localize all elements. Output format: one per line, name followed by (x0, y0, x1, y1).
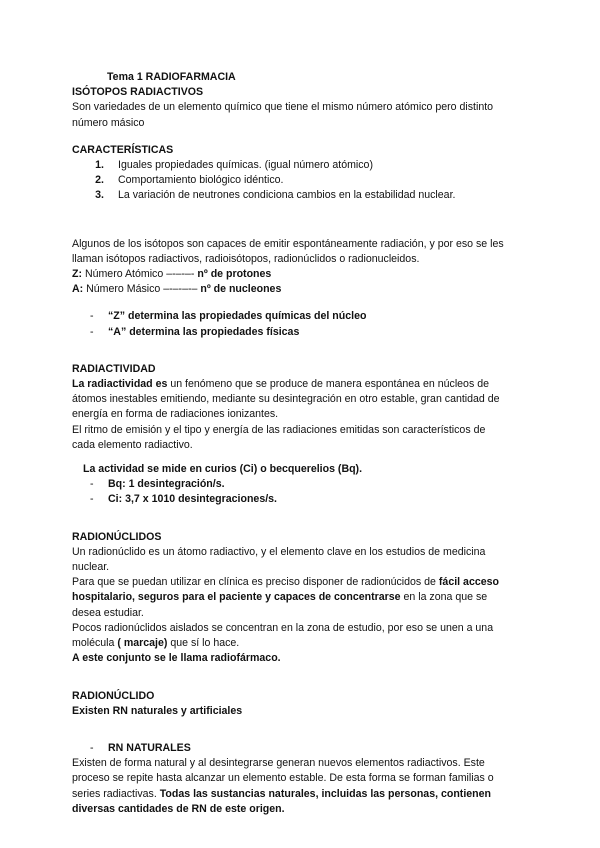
paragraph-line (72, 636, 534, 651)
list-item: - “Z” determina las propiedades químicas del núcleo (90, 310, 367, 323)
rn-list (72, 741, 534, 756)
characteristics-list (72, 158, 534, 204)
list-number: 3. (95, 189, 104, 202)
definition-value: nº de nucleones (200, 283, 282, 296)
paragraph-line: número másico (72, 116, 145, 129)
bold-term: Todas las sustancias naturales, incluidas las personas, contienen (159, 787, 492, 800)
list-item: - “A” determina las propiedades físicas (90, 325, 300, 338)
list-number: 2. (95, 174, 104, 187)
section-heading-caracteristicas: CARACTERÍSTICAS (72, 143, 174, 156)
list-text: Iguales propiedades químicas. (igual número atómico) (118, 159, 373, 172)
document-page (72, 70, 534, 817)
list-text: Comportamiento biológico idéntico. (118, 174, 284, 187)
text-run: Para que se puedan utilizar en clínica es preciso disponer de radionúcidos de (72, 576, 439, 589)
paragraph-line (72, 575, 534, 590)
paragraph-line: átomos inestables emitiendo, mediante su desintegración en otro estable, gran cantidad de (72, 393, 500, 406)
definition-z (72, 267, 534, 282)
paragraph-line (72, 377, 534, 392)
definition-text: Número Atómico –-–-–- (82, 268, 198, 281)
activity-measure-line: La actividad se mide en curios (Ci) o becquerelios (Bq). (83, 463, 363, 476)
definition-a (72, 282, 534, 297)
paragraph-line: Existen de forma natural y al desintegrarse generan nuevos elementos radiactivos. Este (72, 757, 485, 770)
paragraph-line: Pocos radionúclidos aislados se concentran en la zona de estudio, por eso se unen a una (72, 621, 494, 634)
list-text: Bq: 1 desintegración/s. (108, 478, 225, 491)
paragraph-line: Un radionúclido es un átomo radiactivo, y el elemento clave en los estudios de medicina (72, 545, 486, 558)
list-text: Ci: 3,7 x 1010 desintegraciones/s. (108, 493, 277, 506)
bold-term: La radiactividad es (72, 378, 168, 391)
paragraph-line: El ritmo de emisión y el tipo y energía de las radiaciones emitidas son característicos de (72, 423, 486, 436)
definition-label: Z: (72, 268, 82, 281)
list-item (90, 188, 534, 203)
section-heading-radiactividad: RADIACTIVIDAD (72, 362, 156, 375)
list-item: - Ci: 3,7 x 1010 desintegraciones/s. (90, 493, 277, 506)
paragraph-line: Algunos de los isótopos son capaces de emitir espontáneamente radiación, y por eso se les (72, 237, 504, 250)
text-run: molécula (72, 637, 118, 650)
paragraph-line: llaman isótopos radiactivos, radioisótopos, radionúclidos o radionucleidos. (72, 252, 420, 265)
bold-term: hospitalario, seguros para el paciente y capaces de concentrarse (72, 591, 401, 604)
list-number: 1. (95, 159, 104, 172)
paragraph-line: nuclear. (72, 561, 110, 574)
units-list (72, 477, 534, 507)
text-run: en la zona que se (400, 591, 488, 604)
list-text: La variación de neutrones condiciona cambios en la estabilidad nuclear. (118, 189, 456, 202)
list-text: “Z” determina las propiedades químicas del núcleo (108, 310, 367, 323)
paragraph-line: diversas cantidades de RN de este origen. (72, 802, 285, 815)
paragraph-line: desea estudiar. (72, 606, 144, 619)
paragraph-line: energía en forma de radiaciones ionizantes. (72, 408, 279, 421)
bold-term: fácil acceso (438, 576, 499, 589)
text-run: un fenómeno que se produce de manera espontánea en núcleos de (167, 378, 489, 391)
zA-list (72, 309, 534, 339)
section-heading-radionuclido: RADIONÚCLIDO (72, 689, 155, 702)
paragraph-line: cada elemento radiactivo. (72, 438, 193, 451)
text-run: que sí lo hace. (167, 637, 240, 650)
list-text: “A” determina las propiedades físicas (108, 325, 300, 338)
list-item: - Bq: 1 desintegración/s. (90, 478, 225, 491)
paragraph-line: Son variedades de un elemento químico que tiene el mismo número atómico pero distinto (72, 101, 494, 114)
definition-text: Número Másico –-–-–-– (83, 283, 201, 296)
document-title: Tema 1 RADIOFARMACIA (107, 71, 236, 83)
list-item (90, 173, 534, 188)
section-heading-isotopos: ISÓTOPOS RADIACTIVOS (72, 86, 204, 99)
paragraph-line (72, 590, 534, 605)
paragraph-line (72, 787, 534, 802)
list-item (90, 158, 534, 173)
definition-label: A: (72, 283, 84, 296)
subheading: Existen RN naturales y artificiales (72, 704, 243, 717)
list-item: - RN NATURALES (90, 741, 191, 754)
bold-term: ( marcaje) (117, 637, 168, 650)
list-text: RN NATURALES (108, 741, 191, 754)
paragraph-line: A este conjunto se le llama radiofármaco. (72, 652, 281, 665)
section-heading-radionuclidos: RADIONÚCLIDOS (72, 530, 162, 543)
definition-value: nº de protones (197, 268, 272, 281)
text-run: series radiactivas. (72, 787, 160, 800)
paragraph-line: proceso se repite hasta alcanzar un elemento estable. De esta forma se forman familias o (72, 772, 494, 785)
